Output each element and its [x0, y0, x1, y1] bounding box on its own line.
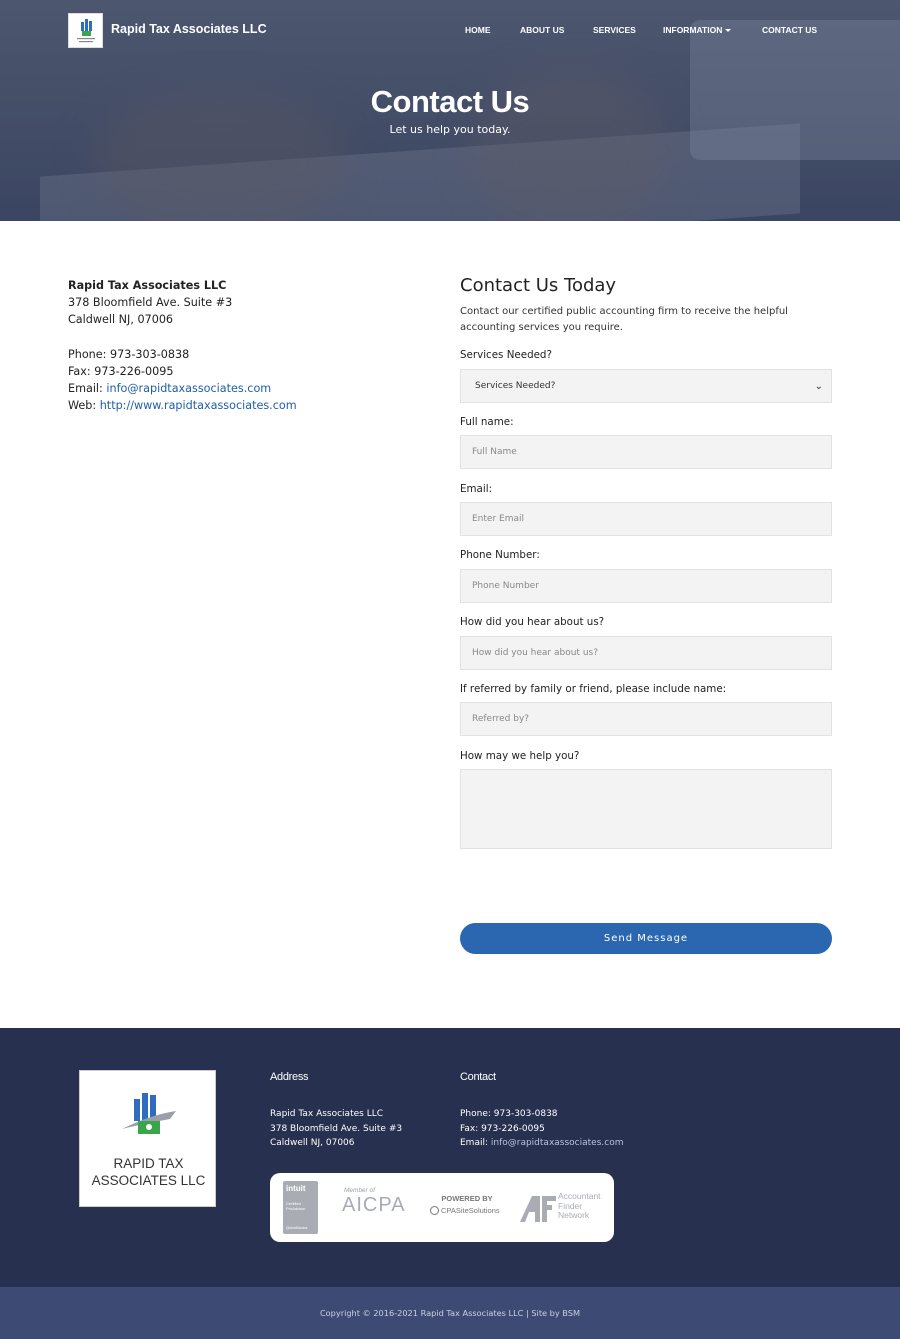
copyright-text: Copyright © 2016-2021 Rapid Tax Associates LLC | Site by BSM [319, 1308, 581, 1318]
footer-phone: Phone: 973-303-0838 [460, 1109, 558, 1119]
info-phone [68, 346, 297, 363]
referred-label: If referred by family or friend, please include name: [460, 683, 727, 695]
footer-address-line: Caldwell NJ, 07006 [270, 1138, 355, 1148]
footer-contact-heading: Contact [460, 1071, 496, 1083]
cpa-site-icon [430, 1206, 439, 1215]
chevron-down-icon: ⌄ [814, 380, 823, 392]
footer-logo-text: RAPID TAX ASSOCIATES LLC [91, 1156, 206, 1188]
intuit-sub-text: Certified ProAdvisor [286, 1201, 306, 1211]
contact-info [68, 277, 297, 414]
footer-address [270, 1107, 402, 1151]
main-nav [0, 25, 900, 39]
email-input[interactable] [460, 502, 832, 536]
services-select[interactable] [460, 369, 832, 403]
cpa-site-text: CPASiteSolutions [441, 1206, 500, 1215]
brand-name[interactable]: Rapid Tax Associates LLC [111, 22, 267, 36]
footer-fax: Fax: 973-226-0095 [460, 1123, 545, 1134]
footer-address-line: 378 Bloomfield Ave. Suite #3 [270, 1123, 403, 1134]
info-fax [68, 363, 297, 380]
info-address-line2: Caldwell NJ, 07006 [68, 313, 174, 327]
phone-label: Phone Number: [460, 549, 540, 561]
referred-input[interactable] [460, 702, 832, 736]
page-title: Contact Us [370, 84, 530, 119]
nav-home[interactable]: HOME [465, 25, 491, 35]
intuit-logo-text: intuit [286, 1184, 306, 1193]
powered-by-text: POWERED BY [441, 1194, 493, 1203]
info-email [68, 380, 297, 397]
page-subtitle: Let us help you today. [389, 123, 511, 136]
help-label: How may we help you? [460, 750, 580, 762]
logo-icon [80, 1071, 217, 1151]
hear-input[interactable] [460, 636, 832, 670]
nav-about-us[interactable]: ABOUT US [520, 25, 565, 35]
info-web-label: Web: [68, 399, 100, 413]
email-label: Email: [460, 483, 493, 495]
afn-logo-icon [520, 1194, 556, 1222]
aicpa-member-text: Member of [344, 1187, 376, 1194]
info-phone-value: 973-303-0838 [109, 347, 190, 361]
partner-badges [270, 1173, 614, 1242]
help-textarea[interactable] [460, 769, 832, 849]
aicpa-text: AICPA [342, 1194, 406, 1216]
info-spacer [68, 329, 297, 346]
intuit-badge[interactable] [283, 1181, 318, 1234]
form-intro: Contact our certified public accounting firm to receive the helpful accounting services you require. [460, 306, 788, 333]
services-label: Services Needed? [460, 349, 552, 361]
caret-down-icon [725, 29, 731, 32]
nav-contact-us[interactable]: CONTACT US [762, 25, 818, 35]
cpa-site-solutions-badge[interactable] [430, 1194, 504, 1215]
aicpa-badge[interactable] [342, 1187, 406, 1217]
footer-email-label: Email: [460, 1138, 491, 1148]
footer-email [460, 1136, 623, 1151]
nav-services[interactable]: SERVICES [593, 25, 636, 35]
services-select-value: Services Needed? [475, 381, 556, 391]
form-title: Contact Us Today [460, 275, 617, 296]
info-fax-value: 973-226-0095 [94, 364, 174, 378]
info-web-link[interactable]: http://www.rapidtaxassociates.com [99, 399, 297, 413]
full-name-input[interactable] [460, 435, 832, 469]
cpa-site-row [430, 1206, 504, 1215]
send-message-button[interactable]: Send Message [460, 923, 832, 954]
footer-contact [460, 1107, 623, 1151]
info-phone-label: Phone: [68, 347, 110, 361]
afn-text: Accountant Finder Network [558, 1191, 601, 1220]
info-email-link[interactable]: info@rapidtaxassociates.com [106, 382, 272, 396]
intuit-qb-text: QuickBooks [286, 1225, 308, 1230]
info-email-label: Email: [68, 382, 107, 396]
footer-address-line: Rapid Tax Associates LLC [270, 1109, 384, 1119]
info-fax-label: Fax: [68, 364, 95, 378]
nav-information-label: INFORMATION [663, 25, 723, 35]
footer-address-heading: Address [270, 1071, 309, 1083]
footer-logo[interactable] [79, 1070, 216, 1207]
full-name-label: Full name: [460, 416, 514, 428]
info-company: Rapid Tax Associates LLC [68, 279, 227, 292]
info-web [68, 397, 297, 414]
footer-email-link[interactable]: info@rapidtaxassociates.com [490, 1138, 624, 1148]
info-address-line1: 378 Bloomfield Ave. Suite #3 [68, 296, 233, 310]
nav-information[interactable] [663, 25, 731, 35]
hear-label: How did you hear about us? [460, 616, 605, 628]
phone-input[interactable] [460, 569, 832, 603]
